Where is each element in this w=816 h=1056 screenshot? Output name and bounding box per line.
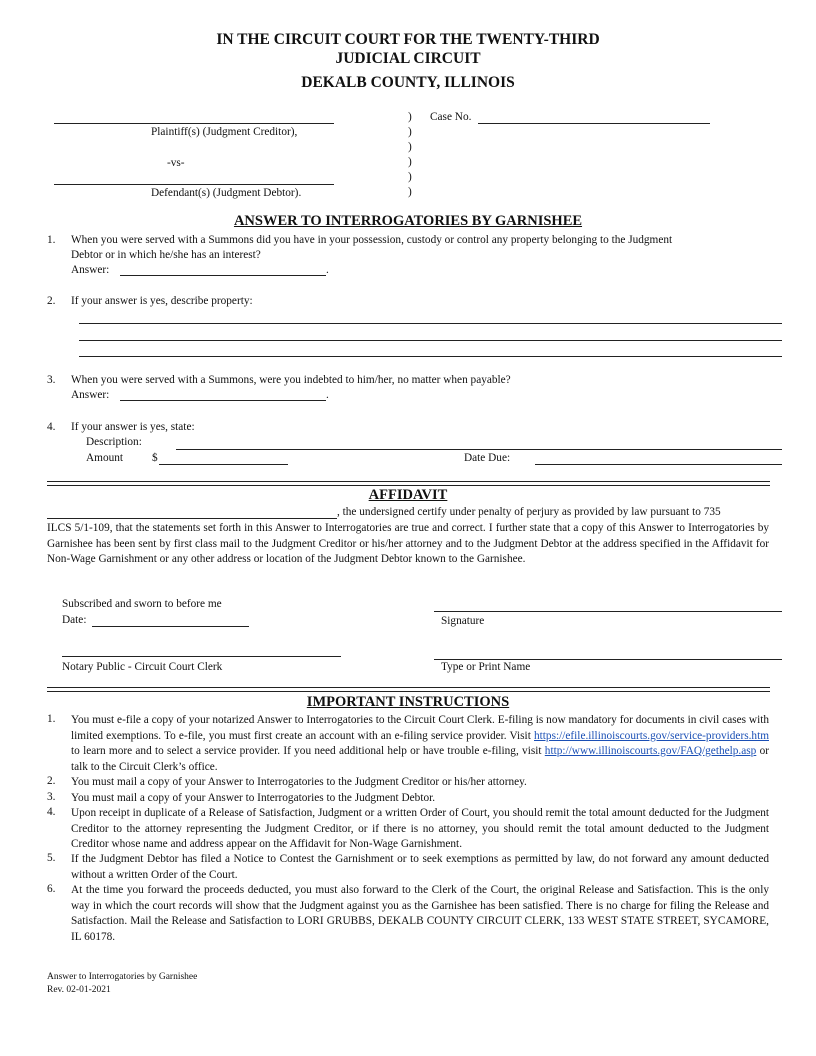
footer-revision: Rev. 02-01-2021 — [47, 985, 111, 995]
signature-field[interactable] — [434, 611, 782, 612]
sworn-date-field[interactable] — [92, 626, 249, 627]
date-label: Date: — [62, 614, 87, 626]
court-header-line2: JUDICIAL CIRCUIT — [335, 50, 481, 67]
notary-signature-field[interactable] — [62, 656, 341, 657]
q1-text-cont: Debtor or in which he/she has an interest? — [71, 249, 261, 261]
q2-text: If your answer is yes, describe property: — [71, 295, 253, 307]
instruction-1 — [71, 713, 769, 775]
plaintiff-name-field[interactable] — [54, 123, 334, 124]
q1-number: 1. — [47, 234, 56, 246]
q1-text: When you were served with a Summons did you have in your possession, custody or control any property belonging to the Judgment — [71, 234, 673, 246]
print-name-field[interactable] — [434, 659, 782, 660]
instruction-5-number: 5. — [47, 852, 56, 864]
q4-text: If your answer is yes, state: — [71, 421, 195, 433]
affiant-name-field[interactable] — [47, 518, 337, 519]
caption-paren: ) — [408, 141, 412, 153]
subscribed-label: Subscribed and sworn to before me — [62, 598, 222, 610]
caption-paren: ) — [408, 186, 412, 198]
q4-amount-field[interactable] — [159, 464, 288, 465]
q3-number: 3. — [47, 374, 56, 386]
affidavit-title: AFFIDAVIT — [368, 487, 448, 503]
instruction-1-text-c: or talk to the Circuit Clerk’s office. — [71, 745, 769, 773]
instruction-3-number: 3. — [47, 791, 56, 803]
affidavit-text-first: , the undersigned certify under penalty of perjury as provided by law pursuant to 735 — [337, 506, 721, 518]
form-title: ANSWER TO INTERROGATORIES BY GARNISHEE — [233, 213, 583, 229]
q4-dollar-sign: $ — [152, 452, 158, 464]
instruction-3: You must mail a copy of your Answer to Interrogatories to the Judgment Debtor. — [71, 792, 436, 804]
q3-answer-field[interactable] — [120, 400, 326, 401]
q3-answer-label: Answer: — [71, 389, 110, 401]
q1-answer-label: Answer: — [71, 264, 110, 276]
case-no-label: Case No. — [430, 111, 472, 123]
gethelp-link[interactable]: http://www.illinoiscourts.gov/FAQ/gethelp.asp — [544, 745, 757, 757]
q2-property-line[interactable] — [79, 356, 782, 357]
instruction-1-text-a: You must e-file a copy of your notarized Answer to Interrogatories to the Circuit Court Clerk. E-filing is now mandatory for documents in civil cases with limited exemptions. To e-file, you must first create an account with an e-filing service provider. Visit — [71, 714, 769, 742]
section-divider — [47, 481, 770, 486]
footer-form-name: Answer to Interrogatories by Garnishee — [47, 972, 198, 982]
q2-property-line[interactable] — [79, 340, 782, 341]
q4-number: 4. — [47, 421, 56, 433]
defendant-label: Defendant(s) (Judgment Debtor). — [151, 187, 302, 199]
caption-paren: ) — [408, 111, 412, 123]
q2-property-line[interactable] — [79, 323, 782, 324]
q4-date-due-field[interactable] — [535, 464, 782, 465]
instruction-2: You must mail a copy of your Answer to Interrogatories to the Judgment Creditor or his/her attorney. — [71, 776, 527, 788]
signature-label: Signature — [441, 615, 485, 627]
q4-description-field[interactable] — [176, 449, 782, 450]
instruction-5: If the Judgment Debtor has filed a Notice to Contest the Garnishment or to seek exemptions as permitted by law, do not forward any amount deducted without a written Order of the Court. — [71, 853, 769, 881]
q4-amount-label: Amount — [86, 452, 124, 464]
q1-answer-field[interactable] — [120, 275, 326, 276]
instruction-4: Upon receipt in duplicate of a Release of Satisfaction, Judgment or a written Order of Court, you should remit the total amount deducted for the Judgment Creditor to the attorney representing the Judgment Creditor, or if there is no attorney, you should remit the total amount deducted to the Judgment Creditor whose name and address appear on the Affidavit for Non-Wage Garnishment. — [71, 807, 769, 850]
instruction-6: At the time you forward the proceeds deducted, you must also forward to the Clerk of the Court, the original Release and Satisfaction. This is the only way in which the court records will show that the Judgment against you as the Garnishee has been satisfied. There is no charge for filing the Release and Satisfaction. Mail the Release and Satisfaction to LORI GRUBBS, DEKALB COUNTY CIRCUIT CLERK, 133 WEST STATE STREET, SYCAMORE, IL 60178. — [71, 884, 769, 943]
defendant-name-field[interactable] — [54, 184, 334, 185]
q4-description-label: Description: — [86, 436, 142, 448]
q2-number: 2. — [47, 295, 56, 307]
vs-label: -vs- — [167, 157, 185, 169]
plaintiff-label: Plaintiff(s) (Judgment Creditor), — [151, 126, 298, 138]
notary-label: Notary Public - Circuit Court Clerk — [62, 661, 223, 673]
instruction-1-number: 1. — [47, 713, 56, 725]
instructions-title: IMPORTANT INSTRUCTIONS — [306, 694, 510, 710]
caption-paren: ) — [408, 156, 412, 168]
instruction-1-text-b: to learn more and to select a service provider. If you need additional help or have trouble e-filing, visit — [71, 745, 545, 757]
q4-date-due-label: Date Due: — [464, 452, 511, 464]
case-no-field[interactable] — [478, 123, 710, 124]
service-providers-link[interactable]: https://efile.illinoiscourts.gov/service-providers.htm — [534, 729, 769, 742]
instruction-4-number: 4. — [47, 806, 56, 818]
print-name-label: Type or Print Name — [441, 661, 531, 673]
caption-paren: ) — [408, 126, 412, 138]
q3-text: When you were served with a Summons, were you indebted to him/her, no matter when payable? — [71, 374, 511, 386]
section-divider — [47, 687, 770, 692]
court-header-line1: IN THE CIRCUIT COURT FOR THE TWENTY-THIRD — [216, 31, 600, 48]
instruction-2-number: 2. — [47, 775, 56, 787]
affidavit-text: ILCS 5/1-109, that the statements set forth in this Answer to Interrogatories are true and correct. I further state that a copy of this Answer to Interrogatories by Garnishee has been sent by first class mail to the Judgment Creditor or his/her attorney and to the Judgment Debtor at the address specified in the Affidavit for Non-Wage Garnishment or any other address or location of the Judgment Debtor known to the Garnishee. — [47, 522, 769, 565]
court-header-line3: DEKALB COUNTY, ILLINOIS — [301, 74, 515, 91]
caption-paren: ) — [408, 171, 412, 183]
instruction-6-number: 6. — [47, 883, 56, 895]
